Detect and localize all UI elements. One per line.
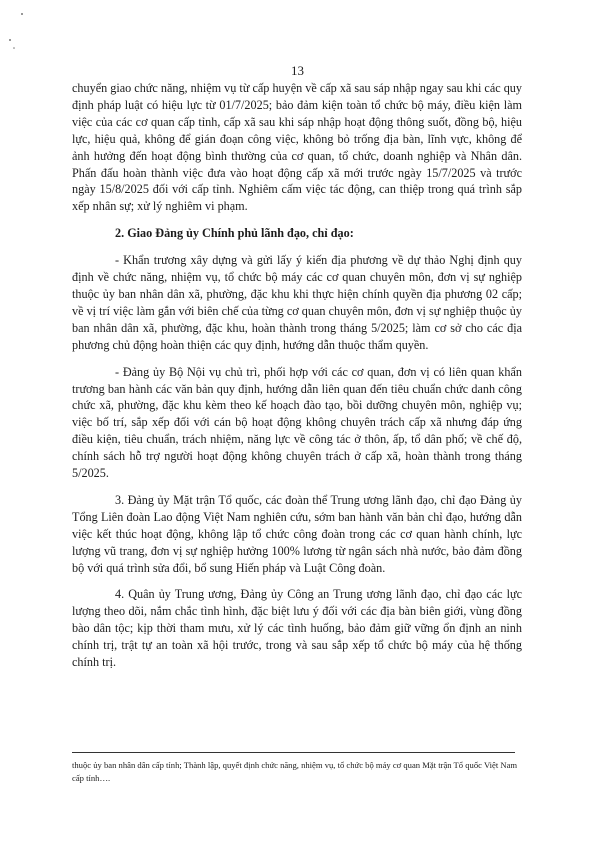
paragraph-military-police: 4. Quân ủy Trung ương, Đảng ủy Công an Trung ương lãnh đạo, chỉ đạo các lực lượng theo dõi, nắm chắc tình hình, đặc biệt lưu ý đối với các địa bàn biên giới, vùng đồng bào dân tộc; kịp thời tham mưu, xử lý các tình huống, bảo đảm giữ vững ổn định an ninh chính trị, trật tự an toàn xã hội trước, trong và sau sắp xếp tổ chức bộ máy của hệ thống chính trị.	[72, 587, 522, 670]
page-number: 13	[291, 63, 304, 78]
footnote-text: thuộc ủy ban nhân dân cấp tỉnh; Thành lập, quyết định chức năng, nhiệm vụ, tổ chức bộ máy cơ quan Mặt trận Tổ quốc Việt Nam cấp tỉnh….	[72, 760, 518, 783]
section-heading-2: 2. Giao Đảng ủy Chính phủ lãnh đạo, chỉ đạo:	[115, 226, 354, 241]
paragraph-continuation: chuyển giao chức năng, nhiệm vụ từ cấp huyện về cấp xã sau sáp nhập ngay sau khi các quy định pháp luật có hiệu lực từ 01/7/2025; bảo đảm kiện toàn tổ chức bộ máy, điều kiện làm việc của các cơ quan cấp tỉnh, cấp xã sau khi sáp nhập hoạt động thông suốt, đồng bộ, hiệu lực, hiệu quả, không để gián đoạn công việc, không bỏ trống địa bàn, lĩnh vực, không để ảnh hưởng đến hoạt động bình thường của cơ quan, tổ chức, doanh nghiệp và Nhân dân. Phấn đấu hoàn thành việc đưa vào hoạt động cấp xã mới trước ngày 15/7/2025 và trước ngày 15/8/2025 đối với cấp tỉnh. Nghiêm cấm việc tác động, can thiệp trong quá trình sắp xếp nhân sự; xử lý nghiêm vi phạm.	[72, 81, 522, 214]
paragraph-fatherland-front: 3. Đảng ủy Mặt trận Tổ quốc, các đoàn thể Trung ương lãnh đạo, chỉ đạo Đảng ủy Tổng Liên đoàn Lao động Việt Nam nghiên cứu, sớm ban hành văn bản chỉ đạo, hướng dẫn việc kết thúc hoạt động, không lập tổ chức công đoàn trong các cơ quan hành chính, lực lượng vũ trang, đơn vị sự nghiệp hưởng 100% lương từ ngân sách nhà nước, bảo đảm đồng bộ với quá trình sửa đổi, bổ sung Hiến pháp và Luật Công đoàn.	[72, 492, 522, 575]
paragraph-home-affairs: - Đảng ủy Bộ Nội vụ chủ trì, phối hợp với các cơ quan, đơn vị có liên quan khẩn trương ban hành các văn bản quy định, hướng dẫn liên quan đến tiêu chuẩn chức danh công chức xã, phường, đặc khu kèm theo kế hoạch đào tạo, bồi dưỡng chuyên môn, nghiệp vụ; việc bố trí, sắp xếp đối với cán bộ hoạt động không chuyên trách cấp xã nhưng đáp ứng điều kiện, tiêu chuẩn, trách nhiệm, năng lực về công tác ở thôn, ấp, tổ dân phố; về chế độ, chính sách hỗ trợ người hoạt động không chuyên trách ở cấp xã, hoàn thành trong tháng 5/2025.	[72, 364, 522, 481]
footnote-divider	[72, 752, 515, 753]
scan-speck-marks	[0, 0, 40, 60]
body-text	[72, 80, 522, 671]
paragraph-decree-draft: - Khẩn trương xây dựng và gửi lấy ý kiến địa phương về dự thảo Nghị định quy định về chức năng, nhiệm vụ, tổ chức bộ máy các cơ quan chuyên môn, đơn vị sự nghiệp thuộc ủy ban nhân dân xã, phường, đặc khu khi thực hiện chính quyền địa phương 02 cấp; về vị trí việc làm gắn với biên chế của từng cơ quan chuyên môn, đơn vị sự nghiệp thuộc ủy ban nhân dân xã, phường, đặc khu, hoàn thành trong tháng 5/2025; làm cơ sở cho các địa phương chủ động hoàn thiện các quy định, hướng dẫn thuộc thẩm quyền.	[72, 253, 522, 352]
